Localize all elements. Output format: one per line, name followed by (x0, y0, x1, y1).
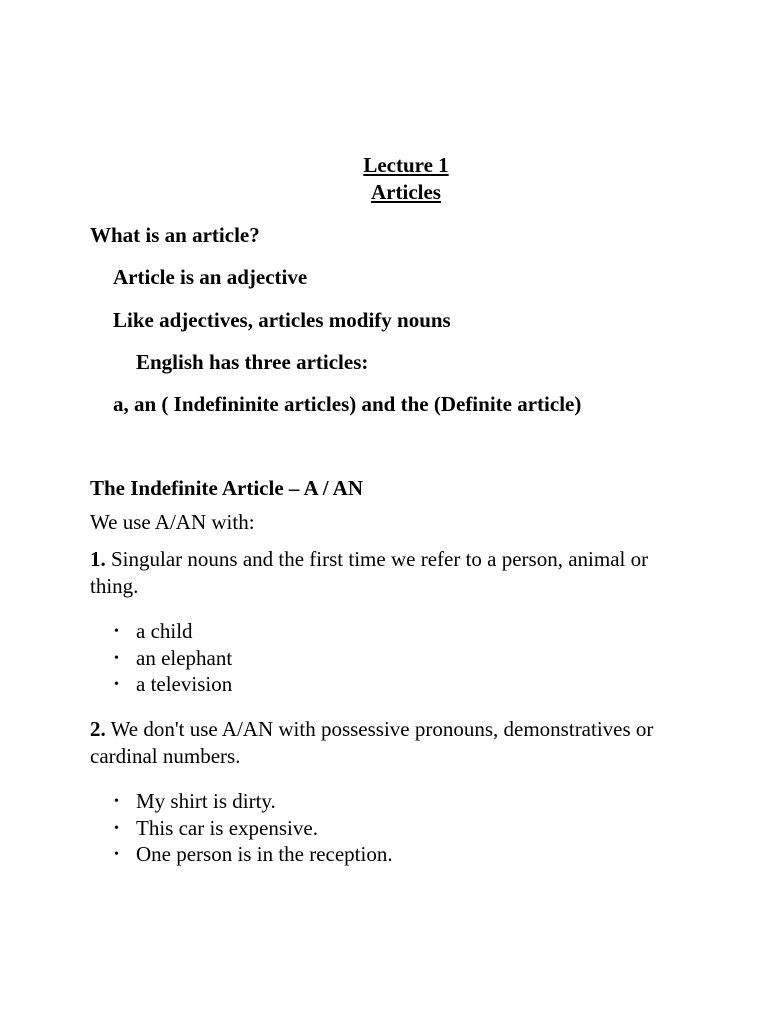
intro-line-2: Like adjectives, articles modify nouns (113, 308, 451, 332)
intro-line-3: English has three articles: (136, 350, 369, 374)
rule-2-paragraph (90, 716, 690, 770)
rule-1-text: Singular nouns and the first time we refer to a person, animal or thing. (90, 547, 649, 598)
list-item: • a child (90, 618, 232, 645)
bullet-icon: • (114, 650, 119, 666)
intro-question: What is an article? (90, 223, 260, 247)
lecture-topic: Articles (371, 180, 441, 204)
bullet-icon: • (114, 847, 119, 862)
list-item: • My shirt is dirty. (90, 788, 393, 815)
bullet-icon: • (114, 820, 119, 836)
section-heading: The Indefinite Article – A / AN (90, 476, 363, 500)
list-item: • a television (90, 671, 232, 698)
rule-1-examples (90, 618, 232, 698)
bullet-icon: • (114, 677, 119, 692)
rule-1-number: 1. (90, 547, 106, 571)
usage-intro: We use A/AN with: (90, 510, 255, 534)
rule-2-number: 2. (90, 717, 106, 741)
lecture-number: Lecture 1 (363, 153, 449, 177)
intro-line-1: Article is an adjective (113, 265, 308, 289)
list-item: • an elephant (90, 645, 232, 672)
rule-2-text: We don't use A/AN with possessive pronouns, demonstratives or cardinal numbers. (90, 717, 654, 768)
bullet-icon: • (114, 794, 119, 809)
bullet-icon: • (114, 624, 119, 639)
rule-1-paragraph (90, 546, 680, 600)
list-item: • One person is in the reception. (90, 841, 393, 868)
intro-line-4: a, an ( Indefininite articles) and the (Definite article) (113, 392, 582, 416)
list-item: • This car is expensive. (90, 815, 393, 842)
rule-2-examples (90, 788, 393, 868)
